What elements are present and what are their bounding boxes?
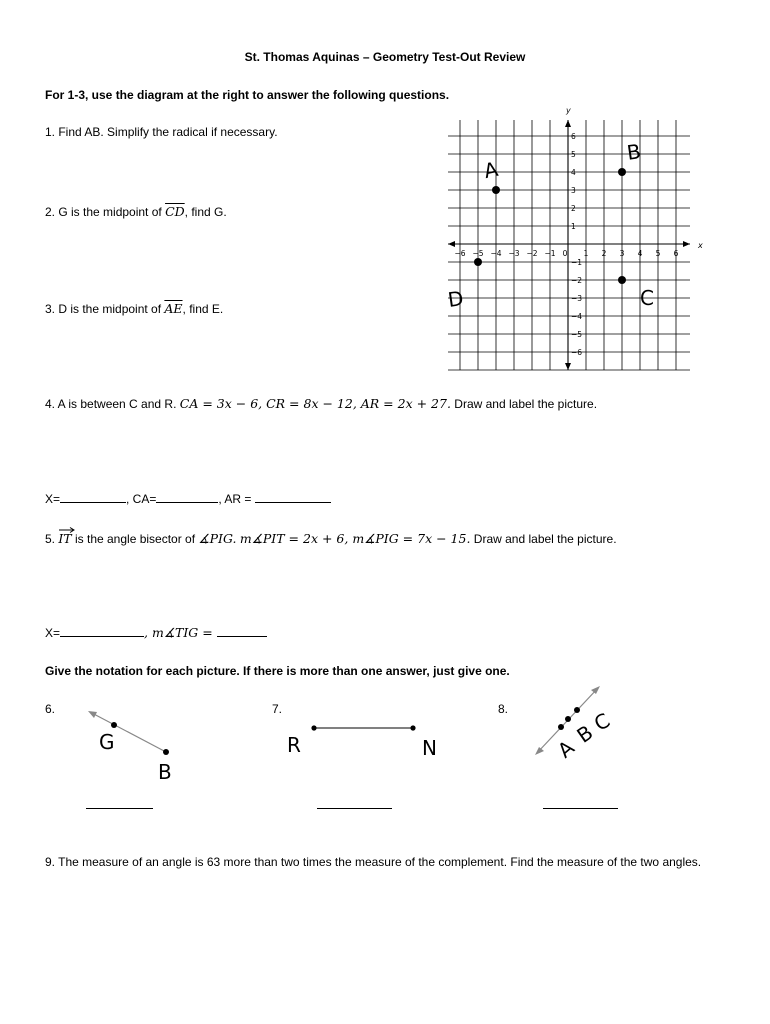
- y-axis-label: y: [566, 106, 571, 115]
- question-5-answers: [45, 625, 267, 640]
- point-label-c: C: [640, 286, 654, 310]
- y-tick-label: −6: [571, 348, 583, 357]
- x-axis-arrow-left-icon: [448, 241, 455, 247]
- ray-it-label: IT: [58, 531, 72, 546]
- question-7-answer-blank[interactable]: [317, 808, 392, 809]
- question-2: [45, 204, 227, 219]
- question-6-number: 6.: [45, 702, 56, 716]
- question-5-equations: m∡PIT = 2x + 6, m∡PIG = 7x − 15.: [239, 531, 471, 546]
- notation-heading: Give the notation for each picture. If there is more than one answer, just give one.: [45, 664, 510, 678]
- y-tick-label: 4: [571, 168, 576, 177]
- segment-ae: $\overline{AE}$: [164, 301, 183, 316]
- tig-answer-blank[interactable]: [217, 625, 267, 637]
- question-2-suffix: , find G.: [184, 205, 227, 219]
- point-label-d: D: [446, 286, 466, 312]
- tig-answer-label: , m∡TIG =: [144, 625, 217, 640]
- question-2-prefix: 2. G is the midpoint of: [45, 205, 166, 219]
- question-4-prefix: 4. A is between C and R.: [45, 397, 177, 411]
- ca-answer-label: , CA=: [126, 492, 157, 506]
- picture-6-label-b: B: [158, 760, 172, 784]
- question-4-equations: CA = 3x − 6, CR = 8x − 12, AR = 2x + 27.: [179, 396, 451, 411]
- ca-answer-blank[interactable]: [156, 491, 218, 503]
- ar-answer-label: , AR =: [218, 492, 255, 506]
- question-8-answer-blank[interactable]: [543, 808, 618, 809]
- point-label-b: B: [625, 139, 643, 165]
- x-answer-label: X=: [45, 492, 61, 506]
- question-8-number: 8.: [498, 702, 509, 716]
- ray-arrow-icon: [58, 527, 76, 533]
- point-a: [492, 186, 500, 194]
- x5-answer-label: X=: [45, 626, 61, 640]
- y-tick-label: −3: [571, 294, 583, 303]
- question-5-mid: is the angle bisector of: [74, 532, 196, 546]
- x-tick-label: −1: [544, 249, 556, 258]
- question-5: [45, 531, 617, 546]
- question-6-answer-blank[interactable]: [86, 808, 153, 809]
- point-c: [618, 276, 626, 284]
- x-answer-blank[interactable]: [60, 491, 126, 503]
- x-tick-label: 3: [619, 249, 625, 258]
- y-tick-label: −4: [571, 312, 583, 321]
- y-tick-label: 2: [571, 204, 576, 213]
- y-tick-label: −2: [571, 276, 583, 285]
- x-tick-label: −5: [472, 249, 484, 258]
- x-tick-label: −2: [526, 249, 538, 258]
- picture-7-segment: [305, 715, 425, 745]
- y-tick-label: 5: [571, 150, 576, 159]
- question-5-number: 5.: [45, 532, 56, 546]
- x-tick-label: −3: [508, 249, 520, 258]
- question-4: [45, 396, 597, 411]
- instructions-1-3: For 1-3, use the diagram at the right to answer the following questions.: [45, 88, 450, 102]
- question-5-suffix: Draw and label the picture.: [473, 532, 617, 546]
- x-tick-label: 2: [601, 249, 607, 258]
- picture-6-ray: [80, 700, 190, 790]
- coordinate-grid: [440, 100, 705, 380]
- x-tick-label: 4: [637, 249, 643, 258]
- question-7-number: 7.: [272, 702, 283, 716]
- x-tick-label: −6: [454, 249, 466, 258]
- x-tick-label: 1: [583, 249, 589, 258]
- picture-7-label-n: N: [422, 736, 437, 760]
- x5-answer-blank[interactable]: [60, 625, 144, 637]
- x-tick-label: 5: [655, 249, 661, 258]
- picture-8-label-c: C: [589, 708, 615, 736]
- y-tick-label: −1: [571, 258, 583, 267]
- angle-pig: ∡PIG.: [198, 531, 237, 546]
- x-tick-label: 6: [673, 249, 679, 258]
- y-tick-label: −5: [571, 330, 583, 339]
- segment-cd: $\overline{CD}$: [165, 204, 185, 219]
- y-axis-arrow-down-icon: [565, 363, 571, 370]
- y-tick-label: 1: [571, 222, 576, 231]
- x-axis-label: x: [698, 241, 703, 250]
- page-title: St. Thomas Aquinas – Geometry Test-Out Review: [244, 50, 526, 64]
- grid-lines: [448, 120, 690, 370]
- ray-it: [58, 531, 71, 546]
- question-1: 1. Find AB. Simplify the radical if necessary.: [45, 125, 278, 139]
- question-3-suffix: , find E.: [182, 302, 224, 316]
- x-tick-label: 0: [562, 249, 568, 258]
- picture-8-label-b: B: [572, 720, 598, 748]
- picture-7-label-r: R: [287, 733, 301, 757]
- y-axis-arrow-icon: [565, 120, 571, 127]
- question-3-prefix: 3. D is the midpoint of: [45, 302, 165, 316]
- question-9: 9. The measure of an angle is 63 more than two times the measure of the complement. Find the measure of the two angles.: [45, 855, 702, 869]
- picture-6-label-g: G: [99, 730, 115, 754]
- x-axis-arrow-icon: [683, 241, 690, 247]
- ar-answer-blank[interactable]: [255, 491, 331, 503]
- question-3: [45, 301, 223, 316]
- y-tick-label: 6: [571, 132, 576, 141]
- point-label-a: A: [481, 156, 501, 184]
- picture-8-label-a: A: [552, 735, 579, 763]
- point-d: [474, 258, 482, 266]
- question-4-suffix: Draw and label the picture.: [454, 397, 598, 411]
- y-tick-label: 3: [571, 186, 576, 195]
- question-4-answers: [45, 491, 331, 506]
- x-tick-label: −4: [490, 249, 502, 258]
- point-b: [618, 168, 626, 176]
